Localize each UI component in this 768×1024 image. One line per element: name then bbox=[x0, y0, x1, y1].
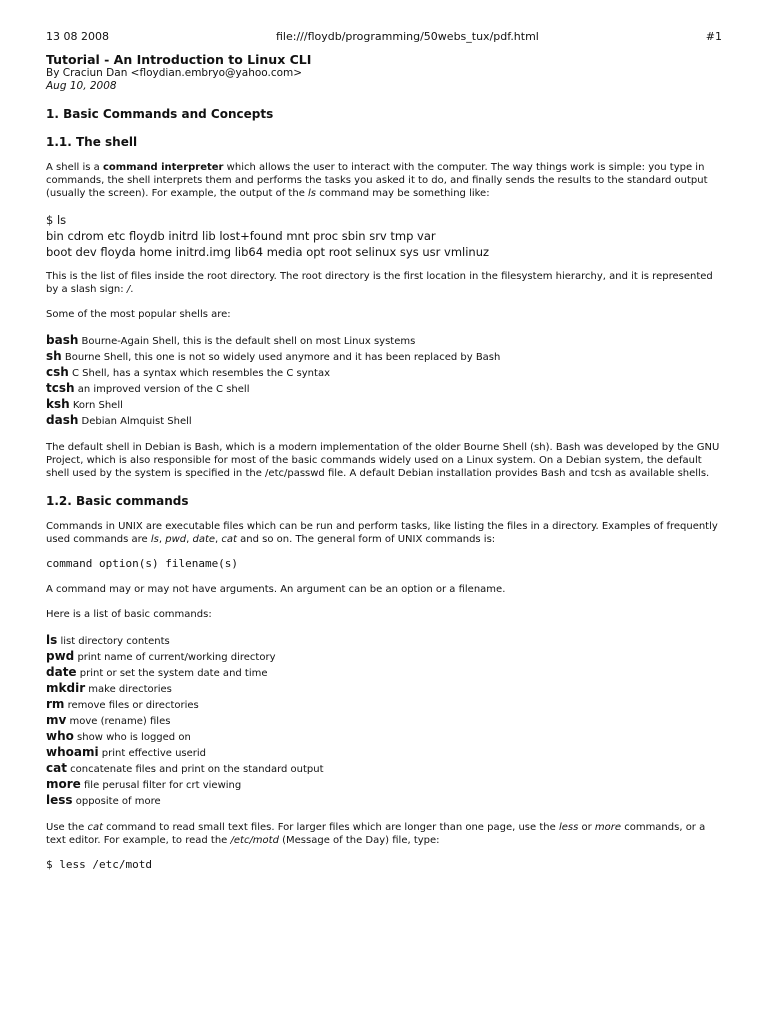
list-item: who show who is logged on bbox=[46, 729, 191, 743]
document-title: Tutorial - An Introduction to Linux CLI bbox=[46, 52, 312, 67]
ls-output-line: $ ls bbox=[46, 213, 67, 227]
ls-output-line: boot dev floyda home initrd.img lib64 media opt root selinux sys usr vmlinuz bbox=[46, 245, 490, 259]
print-url: file:///floydb/programming/50webs_tux/pdf.html bbox=[276, 30, 539, 43]
section-heading-the-shell: 1.1. The shell bbox=[46, 135, 138, 149]
list-item: sh Bourne Shell, this one is not so widely used anymore and it has been replaced by Bash bbox=[46, 349, 501, 363]
section-heading-basic-commands: 1.2. Basic commands bbox=[46, 494, 189, 508]
document-author: By Craciun Dan <floydian.embryo@yahoo.com> bbox=[46, 67, 303, 79]
ls-output-line: bin cdrom etc floydb initrd lib lost+found mnt proc sbin srv tmp var bbox=[46, 229, 436, 243]
section-heading-basic-commands-concepts: 1. Basic Commands and Concepts bbox=[46, 107, 274, 121]
shell-intro-paragraph: A shell is a command interpreter which allows the user to interact with the computer. The way things work is simple: you type in commands, the shell interprets them and performs the tasks you asked it to do, and finally sends the results to the standard output (usually the screen). For example, the output of the ls command may be something like: bbox=[46, 162, 708, 199]
list-item: ls list directory contents bbox=[46, 633, 170, 647]
root-directory-paragraph: This is the list of files inside the root directory. The root directory is the first location in the filesystem hierarchy, and it is represented by a slash sign: /. bbox=[46, 271, 713, 295]
document-body bbox=[46, 52, 722, 872]
popular-shells-intro: Some of the most popular shells are: bbox=[46, 309, 231, 320]
list-item: tcsh an improved version of the C shell bbox=[46, 381, 250, 395]
commands-intro-paragraph: Commands in UNIX are executable files which can be run and perform tasks, like listing the files in a directory. Examples of frequently used commands are ls, pwd, date, cat and so on. The general form of UNIX commands is: bbox=[46, 521, 718, 545]
list-item: more file perusal filter for crt viewing bbox=[46, 777, 242, 791]
arguments-paragraph: A command may or may not have arguments. An argument can be an option or a filename. bbox=[46, 584, 506, 595]
ls-output-block bbox=[46, 212, 722, 260]
list-item: pwd print name of current/working directory bbox=[46, 649, 276, 663]
list-item: less opposite of more bbox=[46, 793, 161, 807]
list-item: whoami print effective userid bbox=[46, 745, 207, 759]
command-syntax: command option(s) filename(s) bbox=[46, 557, 239, 570]
list-item: date print or set the system date and time bbox=[46, 665, 268, 679]
list-item: mkdir make directories bbox=[46, 681, 172, 695]
shells-list bbox=[46, 333, 722, 429]
reading-files-paragraph: Use the cat command to read small text files. For larger files which are longer than one page, use the less or more commands, or a text editor. For example, to read the /etc/motd (Message of the Day) file, type: bbox=[46, 822, 706, 846]
less-example-command: $ less /etc/motd bbox=[46, 858, 152, 871]
document-date: Aug 10, 2008 bbox=[46, 80, 117, 92]
default-shell-paragraph: The default shell in Debian is Bash, which is a modern implementation of the older Bourne Shell (sh). Bash was developed by the GNU Project, which is also responsible for most of the basic commands widely used on a Linux system. On a Debian system, the default shell used by the system is specified in the /etc/passwd file. A default Debian installation provides Bash and tcsh as available shells. bbox=[46, 442, 720, 479]
list-item: bash Bourne-Again Shell, this is the default shell on most Linux systems bbox=[46, 333, 416, 347]
list-item: ksh Korn Shell bbox=[46, 397, 123, 411]
list-item: rm remove files or directories bbox=[46, 697, 199, 711]
print-header bbox=[46, 30, 722, 46]
list-item: mv move (rename) files bbox=[46, 713, 171, 727]
print-date: 13 08 2008 bbox=[46, 30, 109, 43]
basic-commands-intro: Here is a list of basic commands: bbox=[46, 609, 212, 620]
list-item: cat concatenate files and print on the standard output bbox=[46, 761, 324, 775]
page-number: #1 bbox=[705, 30, 722, 43]
list-item: csh C Shell, has a syntax which resembles the C syntax bbox=[46, 365, 330, 379]
commands-list bbox=[46, 633, 722, 809]
list-item: dash Debian Almquist Shell bbox=[46, 413, 192, 427]
